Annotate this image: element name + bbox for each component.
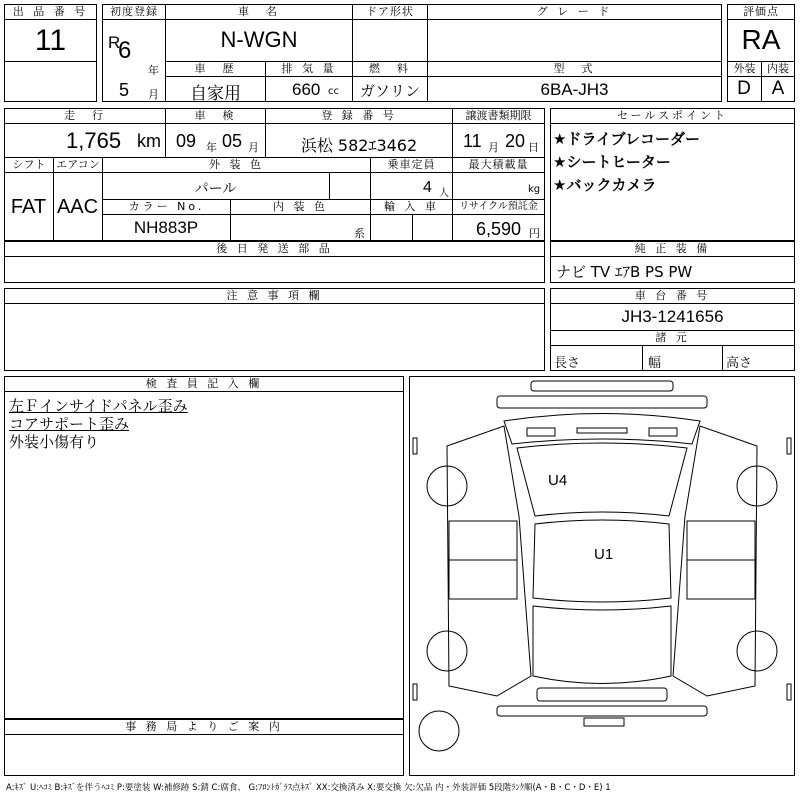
era-value: R (108, 33, 121, 52)
transfer-month-unit: 月 (488, 141, 499, 154)
sales-point-2: ★シートヒーター (553, 153, 671, 171)
shift-value: FAT (10, 196, 47, 218)
int-color-header: 内 装 色 (231, 200, 370, 213)
inspector-note-3: 外装小傷有り (9, 433, 100, 451)
max-load-header: 最大積載量 (453, 158, 544, 171)
fuel-header: 燃 料 (353, 62, 427, 75)
exterior-value: D (737, 78, 751, 99)
capacity-unit: 人 (439, 188, 449, 199)
displacement-value: 660 (292, 80, 321, 99)
model-code-header: 型 式 (428, 62, 721, 75)
score-value: RA (741, 24, 781, 55)
int-color-unit: 系 (354, 227, 365, 240)
inspection-month-unit: 月 (248, 141, 259, 154)
office-header: 事 務 局 よ り ご 案 内 (5, 720, 403, 733)
model-code-value: 6BA-JH3 (540, 80, 609, 99)
lot-number-value: 11 (34, 24, 67, 57)
car-name-value: N-WGN (220, 27, 298, 52)
recycle-unit: 円 (529, 227, 540, 240)
mileage-header: 走 行 (5, 109, 165, 122)
score-header: 評価点 (728, 5, 794, 18)
diagram-mark-floor: U1 (594, 546, 614, 563)
diagram-mark-roof: U4 (548, 472, 568, 489)
dim-length: 長さ (554, 356, 581, 371)
inspection-year: 09 (176, 131, 197, 151)
inspection-year-unit: 年 (206, 141, 217, 154)
grade-header: グ レ ー ド (428, 5, 721, 18)
door-header: ドア形状 (353, 5, 427, 18)
history-value: 自家用 (190, 84, 241, 104)
shift-header: シフト (5, 158, 53, 171)
aircon-header: エアコン (54, 158, 102, 171)
inspection-header: 車 検 (166, 109, 265, 122)
interior-value: A (771, 78, 785, 99)
equipment-header: 純 正 装 備 (551, 242, 794, 255)
displacement-header: 排 気 量 (266, 62, 352, 75)
recycle-value: 6,590 (476, 219, 522, 239)
car-body-diagram (409, 376, 795, 776)
inspector-note-1: 左Ｆインサイドパネル歪み (9, 397, 188, 415)
later-parts-header: 後 日 発 送 部 品 (5, 242, 544, 255)
interior-header: 内装 (762, 62, 794, 75)
aircon-value: AAC (56, 196, 99, 218)
sales-points-header: セールスポイント (551, 109, 794, 122)
equipment-value: ナビ TV ｴｱB PS PW (556, 263, 693, 281)
inspection-month: 05 (222, 131, 243, 151)
displacement-unit: cc (328, 86, 339, 97)
color-no-value: NH883P (133, 218, 199, 237)
capacity-value: 4 (423, 179, 432, 196)
mileage-value: 1,765 (66, 128, 122, 153)
fuel-value: ガソリン (359, 82, 420, 100)
color-no-header: カラー No. (103, 200, 230, 213)
dim-height: 高さ (726, 356, 753, 371)
transfer-day-unit: 日 (528, 141, 539, 154)
transfer-month: 11 (463, 131, 482, 151)
exterior-header: 外装 (728, 62, 761, 75)
inspector-note-2: コアサポート歪み (9, 415, 130, 433)
reg-no-header: 登 録 番 号 (266, 109, 452, 122)
history-header: 車 歴 (166, 62, 265, 75)
mileage-unit: km (137, 131, 161, 151)
chassis-value: JH3-1241656 (621, 307, 724, 326)
load-unit: kg (528, 184, 541, 195)
capacity-header: 乗車定員 (371, 158, 452, 171)
first-reg-header: 初度登録 (103, 5, 165, 18)
notes-header: 注 意 事 項 欄 (5, 289, 544, 302)
year-value: 6 (118, 37, 132, 64)
lot-number-header: 出 品 番 号 (5, 5, 96, 18)
ext-color-header: 外 装 色 (103, 158, 370, 171)
ext-color-value: パール (194, 181, 237, 197)
car-name-header: 車 名 (166, 5, 352, 18)
reg-no-value: 浜松 582ｴ3462 (300, 136, 418, 155)
transfer-header: 譲渡書類期限 (453, 109, 544, 122)
dimensions-header: 諸 元 (551, 331, 794, 344)
inspector-header: 検 査 員 記 入 欄 (5, 377, 403, 390)
sales-point-3: ★バックカメラ (553, 176, 657, 194)
recycle-header: リサイクル預託金 (453, 200, 544, 213)
month-unit: 月 (148, 88, 159, 101)
dim-width: 幅 (648, 356, 662, 371)
import-header: 輸 入 車 (371, 200, 452, 213)
year-unit: 年 (148, 64, 159, 77)
sales-point-1: ★ドライブレコーダー (553, 130, 700, 148)
month-value: 5 (119, 80, 130, 100)
legend-text: A:ｷｽﾞ U:ﾍｺﾐ B:ｷｽﾞを伴うﾍｺﾐ P:要塗装 W:補修跡 S:錆 C:腐食、 G:ﾌﾛﾝﾄｶﾞﾗｽ点ｷｽﾞ XX:交換済み X:要交換 欠:欠品 内・外装評価 5段階ﾗﾝｸ順(A・B・C・D・E) 1 (6, 783, 611, 793)
chassis-header: 車 台 番 号 (551, 289, 794, 302)
transfer-day: 20 (505, 131, 526, 151)
